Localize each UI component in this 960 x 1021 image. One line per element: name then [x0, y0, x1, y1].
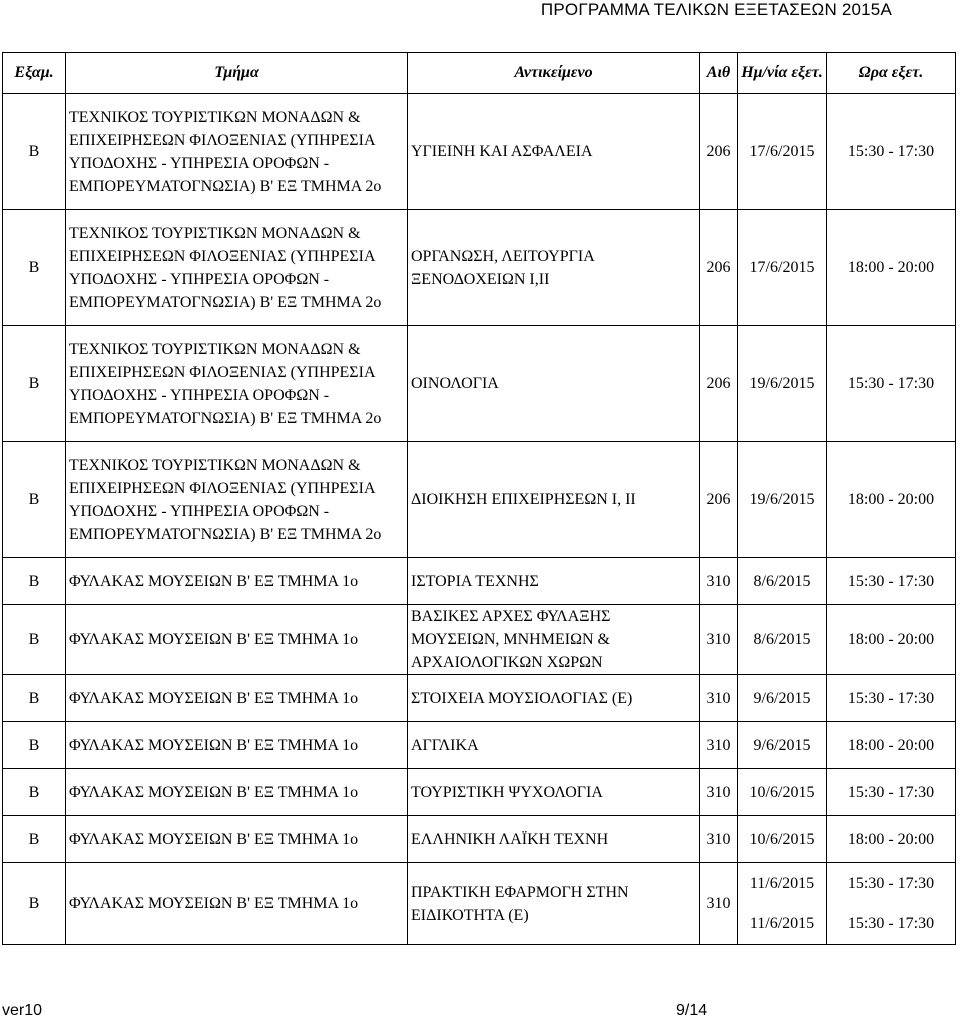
col-header-date: Ημ/νία εξετ. [738, 53, 827, 94]
room-cell: 206 [700, 210, 738, 326]
page-number: 9/14 [676, 1002, 708, 1019]
date-value: 11/6/2015 [749, 914, 815, 932]
date-cell: 9/6/2015 [738, 722, 827, 769]
room-cell: 310 [700, 558, 738, 605]
semester-cell: Β [3, 675, 66, 722]
semester-cell: Β [3, 816, 66, 863]
time-cell: 15:30 - 17:30 [827, 94, 956, 210]
date-cell: 10/6/2015 [738, 816, 827, 863]
room-cell: 206 [700, 94, 738, 210]
date-cell: 10/6/2015 [738, 769, 827, 816]
table-row [3, 816, 956, 863]
time-value: 15:30 - 17:30 [847, 914, 935, 932]
semester-cell: Β [3, 722, 66, 769]
department-cell: ΤΕΧΝΙΚΟΣ ΤΟΥΡΙΣΤΙΚΩΝ ΜΟΝΑΔΩΝ & ΕΠΙΧΕΙΡΗΣΕΩΝ ΦΙΛΟΞΕΝΙΑΣ (ΥΠΗΡΕΣΙΑ ΥΠΟΔΟΧΗΣ - ΥΠΗΡΕΣΙΑ ΟΡΟΦΩΝ - ΕΜΠΟΡΕΥΜΑΤΟΓΝΩΣΙΑ) Β' ΕΞ ΤΜΗΜΑ 2ο [66, 210, 408, 326]
subject-cell: ΟΡΓΑΝΩΣΗ, ΛΕΙΤΟΥΡΓΙΑ ΞΕΝΟΔΟΧΕΙΩΝ Ι,ΙΙ [408, 210, 700, 326]
table-row [3, 558, 956, 605]
room-cell: 310 [700, 675, 738, 722]
col-header-time: Ωρα εξετ. [827, 53, 956, 94]
date-cell: 8/6/2015 [738, 605, 827, 675]
time-value: 15:30 - 17:30 [847, 874, 935, 892]
date-cell: 8/6/2015 [738, 558, 827, 605]
subject-cell: ΣΤΟΙΧΕΙΑ ΜΟΥΣΙΟΛΟΓΙΑΣ (Ε) [408, 675, 700, 722]
room-cell: 310 [700, 863, 738, 945]
time-cell: 18:00 - 20:00 [827, 816, 956, 863]
table-row [3, 605, 956, 675]
table-row [3, 722, 956, 769]
subject-cell: ΥΓΙΕΙΝΗ ΚΑΙ ΑΣΦΑΛΕΙΑ [408, 94, 700, 210]
subject-cell: ΑΓΓΛΙΚΑ [408, 722, 700, 769]
time-cell [827, 863, 956, 945]
department-cell: ΦΥΛΑΚΑΣ ΜΟΥΣΕΙΩΝ Β' ΕΞ ΤΜΗΜΑ 1ο [66, 558, 408, 605]
semester-cell: Β [3, 94, 66, 210]
col-header-room: Αιθ [700, 53, 738, 94]
date-cell [738, 863, 827, 945]
room-cell: 310 [700, 605, 738, 675]
subject-cell: ΔΙΟΙΚΗΣΗ ΕΠΙΧΕΙΡΗΣΕΩΝ Ι, ΙΙ [408, 442, 700, 558]
department-cell: ΤΕΧΝΙΚΟΣ ΤΟΥΡΙΣΤΙΚΩΝ ΜΟΝΑΔΩΝ & ΕΠΙΧΕΙΡΗΣΕΩΝ ΦΙΛΟΞΕΝΙΑΣ (ΥΠΗΡΕΣΙΑ ΥΠΟΔΟΧΗΣ - ΥΠΗΡΕΣΙΑ ΟΡΟΦΩΝ - ΕΜΠΟΡΕΥΜΑΤΟΓΝΩΣΙΑ) Β' ΕΞ ΤΜΗΜΑ 2ο [66, 326, 408, 442]
semester-cell: Β [3, 863, 66, 945]
table-row [3, 442, 956, 558]
subject-cell: ΒΑΣΙΚΕΣ ΑΡΧΕΣ ΦΥΛΑΞΗΣ ΜΟΥΣΕΙΩΝ, ΜΝΗΜΕΙΩΝ & ΑΡΧΑΙΟΛΟΓΙΚΩΝ ΧΩΡΩΝ [408, 605, 700, 675]
time-cell: 18:00 - 20:00 [827, 722, 956, 769]
semester-cell: Β [3, 326, 66, 442]
time-cell: 18:00 - 20:00 [827, 442, 956, 558]
department-cell: ΦΥΛΑΚΑΣ ΜΟΥΣΕΙΩΝ Β' ΕΞ ΤΜΗΜΑ 1ο [66, 605, 408, 675]
subject-cell: ΙΣΤΟΡΙΑ ΤΕΧΝΗΣ [408, 558, 700, 605]
department-cell: ΤΕΧΝΙΚΟΣ ΤΟΥΡΙΣΤΙΚΩΝ ΜΟΝΑΔΩΝ & ΕΠΙΧΕΙΡΗΣΕΩΝ ΦΙΛΟΞΕΝΙΑΣ (ΥΠΗΡΕΣΙΑ ΥΠΟΔΟΧΗΣ - ΥΠΗΡΕΣΙΑ ΟΡΟΦΩΝ - ΕΜΠΟΡΕΥΜΑΤΟΓΝΩΣΙΑ) Β' ΕΞ ΤΜΗΜΑ 2ο [66, 442, 408, 558]
table-row [3, 326, 956, 442]
department-cell: ΦΥΛΑΚΑΣ ΜΟΥΣΕΙΩΝ Β' ΕΞ ΤΜΗΜΑ 1ο [66, 675, 408, 722]
time-cell: 15:30 - 17:30 [827, 769, 956, 816]
date-cell: 19/6/2015 [738, 442, 827, 558]
table-row [3, 769, 956, 816]
col-header-semester: Εξαμ. [3, 53, 66, 94]
date-value: 11/6/2015 [749, 874, 815, 892]
date-cell: 9/6/2015 [738, 675, 827, 722]
room-cell: 310 [700, 769, 738, 816]
exam-schedule-table [2, 52, 956, 945]
department-cell: ΦΥΛΑΚΑΣ ΜΟΥΣΕΙΩΝ Β' ΕΞ ΤΜΗΜΑ 1ο [66, 769, 408, 816]
col-header-subject: Αντικείμενο [408, 53, 700, 94]
time-cell: 18:00 - 20:00 [827, 605, 956, 675]
subject-cell: ΠΡΑΚΤΙΚΗ ΕΦΑΡΜΟΓΗ ΣΤΗΝ ΕΙΔΙΚΟΤΗΤΑ (Ε) [408, 863, 700, 945]
department-cell: ΤΕΧΝΙΚΟΣ ΤΟΥΡΙΣΤΙΚΩΝ ΜΟΝΑΔΩΝ & ΕΠΙΧΕΙΡΗΣΕΩΝ ΦΙΛΟΞΕΝΙΑΣ (ΥΠΗΡΕΣΙΑ ΥΠΟΔΟΧΗΣ - ΥΠΗΡΕΣΙΑ ΟΡΟΦΩΝ - ΕΜΠΟΡΕΥΜΑΤΟΓΝΩΣΙΑ) Β' ΕΞ ΤΜΗΜΑ 2ο [66, 94, 408, 210]
room-cell: 310 [700, 816, 738, 863]
room-cell: 310 [700, 722, 738, 769]
time-cell: 15:30 - 17:30 [827, 675, 956, 722]
department-cell: ΦΥΛΑΚΑΣ ΜΟΥΣΕΙΩΝ Β' ΕΞ ΤΜΗΜΑ 1ο [66, 816, 408, 863]
subject-cell: ΕΛΛΗΝΙΚΗ ΛΑΪΚΗ ΤΕΧΝΗ [408, 816, 700, 863]
department-cell: ΦΥΛΑΚΑΣ ΜΟΥΣΕΙΩΝ Β' ΕΞ ΤΜΗΜΑ 1ο [66, 863, 408, 945]
date-cell: 19/6/2015 [738, 326, 827, 442]
date-cell: 17/6/2015 [738, 210, 827, 326]
semester-cell: Β [3, 605, 66, 675]
time-cell: 18:00 - 20:00 [827, 210, 956, 326]
table-row [3, 863, 956, 945]
room-cell: 206 [700, 326, 738, 442]
col-header-department: Τμήμα [66, 53, 408, 94]
subject-cell: ΤΟΥΡΙΣΤΙΚΗ ΨΥΧΟΛΟΓΙΑ [408, 769, 700, 816]
version-label: ver10 [2, 1002, 43, 1019]
semester-cell: Β [3, 442, 66, 558]
date-cell: 17/6/2015 [738, 94, 827, 210]
department-cell: ΦΥΛΑΚΑΣ ΜΟΥΣΕΙΩΝ Β' ΕΞ ΤΜΗΜΑ 1ο [66, 722, 408, 769]
table-row [3, 675, 956, 722]
room-cell: 206 [700, 442, 738, 558]
semester-cell: Β [3, 769, 66, 816]
subject-cell: ΟΙΝΟΛΟΓΙΑ [408, 326, 700, 442]
table-row [3, 94, 956, 210]
semester-cell: Β [3, 210, 66, 326]
time-cell: 15:30 - 17:30 [827, 326, 956, 442]
time-cell: 15:30 - 17:30 [827, 558, 956, 605]
table-header-row [3, 53, 956, 94]
table-row [3, 210, 956, 326]
semester-cell: Β [3, 558, 66, 605]
document-title: ΠΡΟΓΡΑΜΜΑ ΤΕΛΙΚΩΝ ΕΞΕΤΑΣΕΩΝ 2015Α [540, 0, 892, 19]
